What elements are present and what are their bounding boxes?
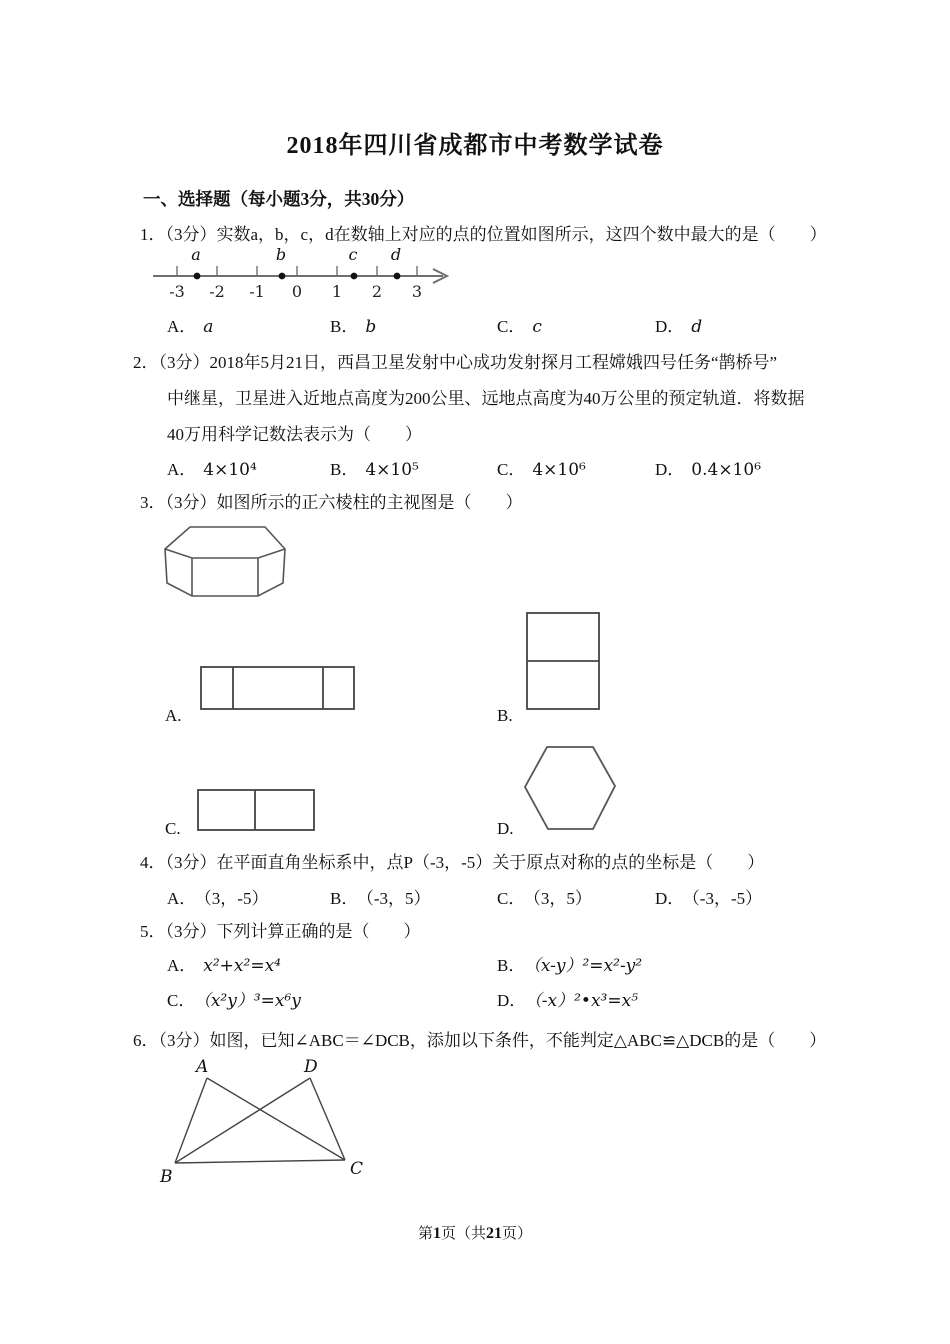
q1-option-c-value: c: [532, 317, 542, 337]
q2-option-c-label: C．: [497, 460, 526, 479]
question-2-text-line2: 中继星，卫星进入近地点高度为200公里、远地点高度为40万公里的预定轨道．将数据: [167, 389, 805, 408]
axis-ticks: [177, 266, 417, 276]
question-3-text: 3．（3分）如图所示的正六棱柱的主视图是（ ）: [140, 493, 523, 512]
q3-option-d-figure: [523, 745, 618, 831]
q3-option-c-label: C.: [165, 819, 181, 838]
q4-option-c-label: C．: [497, 889, 526, 908]
svg-text:-1: -1: [249, 282, 265, 301]
q4-option-d: [655, 888, 762, 909]
svg-text:3: 3: [411, 282, 423, 301]
q1-option-b: [330, 316, 376, 338]
q5-option-d: [497, 990, 638, 1012]
footer-middle: 页（共: [440, 1226, 486, 1242]
footer-suffix: 页）: [502, 1226, 533, 1242]
q5-option-c-label: C．: [167, 991, 196, 1010]
section-heading: 一、选择题（每小题3分，共30分）: [143, 189, 415, 209]
q2-option-c: [497, 459, 586, 481]
q5-option-a-label: A．: [167, 956, 197, 975]
hexagonal-prism-figure: [162, 522, 297, 607]
svg-text:A: A: [196, 1058, 209, 1077]
q2-option-d-label: D．: [655, 460, 685, 479]
q3-option-b-label: B.: [497, 706, 513, 725]
question-4-text: 4．（3分）在平面直角坐标系中，点P（-3，-5）关于原点对称的点的坐标是（ ）: [140, 853, 765, 872]
q2-option-b: [330, 459, 419, 481]
svg-text:-3: -3: [169, 282, 185, 301]
q1-option-a-value: a: [203, 317, 214, 337]
svg-text:d: d: [390, 247, 402, 264]
q2-option-b-value: 4×10⁵: [365, 460, 419, 480]
q5-option-c-value: （x²y）³=x⁶y: [202, 991, 301, 1011]
number-line-figure: [150, 247, 462, 303]
svg-text:2: 2: [371, 282, 383, 301]
footer-total-pages: 21: [486, 1225, 502, 1242]
q1-option-a-label: A．: [167, 317, 197, 336]
crossed-triangles-figure: [150, 1058, 385, 1190]
q5-option-d-label: D．: [497, 991, 527, 1010]
q4-option-d-value: （-3，-5）: [691, 889, 763, 908]
question-6-text: 6．（3分）如图，已知∠ABC＝∠DCB，添加以下条件，不能判定△ABC≌△DCB的是（ ）: [133, 1031, 827, 1050]
q2-option-d-value: 0.4×10⁶: [691, 460, 762, 480]
q5-option-b: [497, 955, 642, 977]
q1-option-b-value: b: [365, 317, 377, 337]
question-2-text-line3: 40万用科学记数法表示为（ ）: [167, 425, 422, 444]
q1-option-c: [497, 316, 542, 338]
q5-option-a-value: x²+x²=x⁴: [203, 956, 281, 976]
q4-option-a: [167, 888, 268, 909]
q4-option-a-label: A．: [167, 889, 197, 908]
q4-option-b-label: B．: [330, 889, 359, 908]
svg-text:0: 0: [291, 282, 303, 301]
q2-option-d: [655, 459, 761, 481]
q1-option-d-label: D．: [655, 317, 685, 336]
q4-option-d-label: D．: [655, 889, 685, 908]
q1-option-a: [167, 316, 213, 338]
footer-page-number: 1: [432, 1225, 441, 1242]
q1-option-c-label: C．: [497, 317, 526, 336]
q1-option-d: [655, 316, 702, 338]
q4-option-b-value: （-3，5）: [365, 889, 431, 908]
axis-tick-labels: [169, 282, 422, 301]
q3-option-c-figure: [197, 789, 316, 832]
q3-option-d-label: D.: [497, 819, 514, 838]
q3-option-b-figure: [526, 612, 601, 711]
svg-text:a: a: [191, 247, 201, 264]
q4-option-c: [497, 888, 592, 909]
q2-option-a: [167, 459, 257, 481]
question-1-text: 1．（3分）实数a，b，c，d在数轴上对应的点的位置如图所示，这四个数中最大的是（ ）: [140, 225, 827, 244]
svg-text:-2: -2: [209, 282, 225, 301]
svg-text:b: b: [275, 247, 287, 264]
q4-option-c-value: （3，5）: [532, 889, 592, 908]
svg-text:B: B: [160, 1167, 173, 1187]
number-line-point-labels: [191, 247, 401, 264]
triangle-edges: [175, 1078, 345, 1163]
page-title: 2018年四川省成都市中考数学试卷: [286, 133, 664, 159]
q4-option-b: [330, 888, 431, 909]
prism-outline: [165, 527, 285, 596]
q5-option-d-value: （-x）²•x³=x⁵: [533, 991, 639, 1011]
svg-text:1: 1: [331, 282, 343, 301]
svg-text:D: D: [304, 1058, 318, 1077]
q2-option-c-value: 4×10⁶: [532, 460, 586, 480]
question-5-text: 5．（3分）下列计算正确的是（ ）: [140, 922, 421, 941]
q1-option-d-value: d: [691, 317, 703, 337]
q3-option-a-label: A.: [165, 706, 182, 725]
svg-text:C: C: [350, 1159, 364, 1179]
q2-option-a-value: 4×10⁴: [203, 460, 257, 480]
q5-option-b-value: （x-y）²=x²-y²: [532, 956, 643, 976]
q4-option-a-value: （3，-5）: [203, 889, 269, 908]
q2-option-a-label: A．: [167, 460, 197, 479]
question-2-text-line1: 2．（3分）2018年5月21日，西昌卫星发射中心成功发射探月工程嫦娥四号任务“鹊桥号”: [133, 353, 778, 372]
q5-option-b-label: B．: [497, 956, 526, 975]
q5-option-c: [167, 990, 301, 1012]
q1-option-b-label: B．: [330, 317, 359, 336]
q3-option-a-figure: [200, 666, 356, 710]
q2-option-b-label: B．: [330, 460, 359, 479]
footer-prefix: 第: [417, 1226, 433, 1242]
svg-text:c: c: [348, 247, 358, 264]
q5-option-a: [167, 955, 281, 977]
page-footer: [0, 1224, 950, 1244]
